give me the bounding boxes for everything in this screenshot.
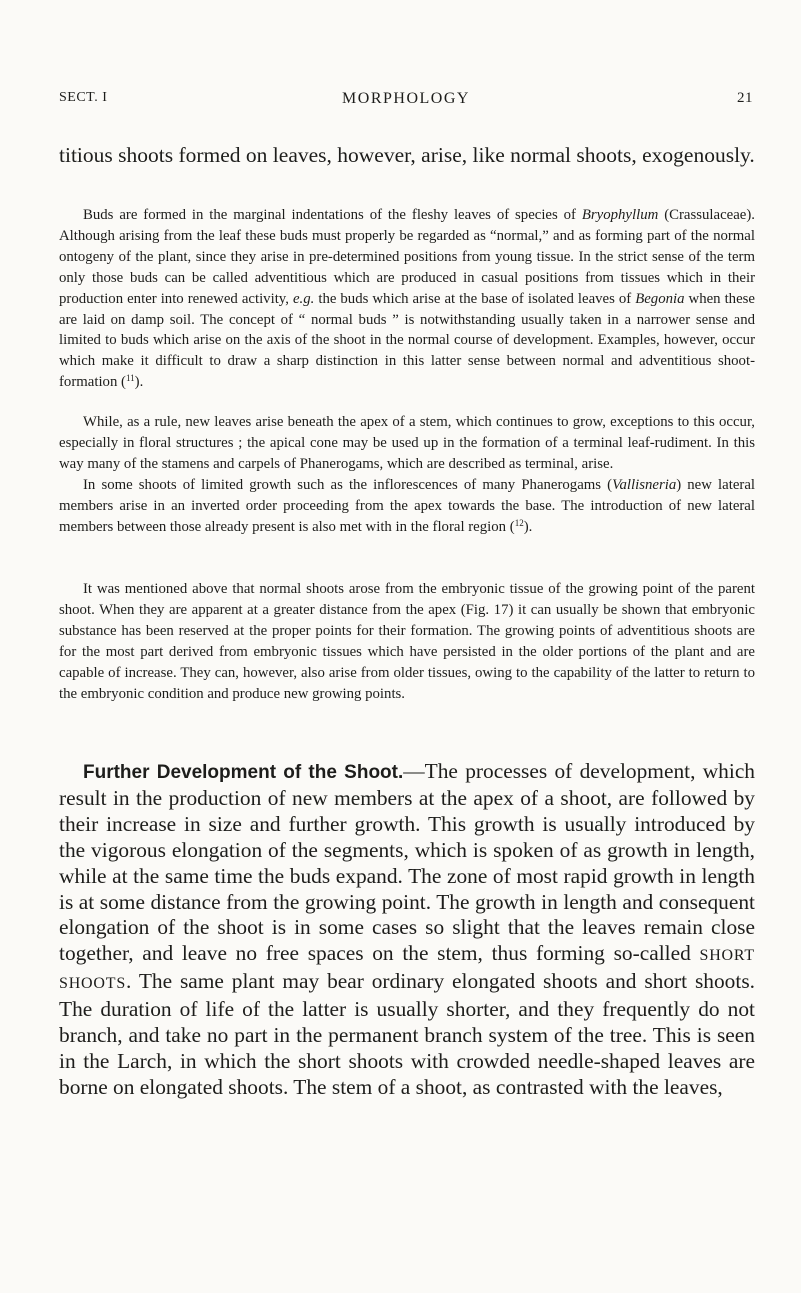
small-paragraph-1: Buds are formed in the marginal indentations of the fleshy leaves of species of Bryophyllum (Crassulaceae). Although arising from the leaf these buds must properly be regarded as “normal,” and as forming part of the normal ontogeny of the plant, since they arise in pre-determined positions from young tissue. In the strict sense of the term only those buds can be called adventitious which are produced in casual positions from tissues which in their production enter into renewed activity, e.g. the buds which arise at the base of isolated leaves of Begonia when these are laid on damp soil. The concept of “ normal buds ” is notwithstanding usually taken in a narrower sense and limited to buds which arise on the axis of the shoot in the normal course of development. Examples, however, occur which make it difficult to draw a sharp distinction in this latter sense between normal and adventitious shoot-formation ($^{11}$). bbox=[59, 207, 755, 391]
small-paragraph-3: In some shoots of limited growth such as the inflorescences of many Phanerogams (Vallisneria) new lateral members arise in an inverted order proceeding from the apex towards the base. The introduction of new lateral members between those already present is also met with in the floral region ($^{12}$). bbox=[59, 477, 755, 535]
lead-paragraph: titious shoots formed on leaves, however, arise, like normal shoots, exogenously. bbox=[59, 143, 755, 167]
genus-name: Vallisneria bbox=[612, 477, 677, 493]
section-heading: Further Development of the Shoot. bbox=[83, 762, 404, 783]
page-number: 21 bbox=[737, 90, 753, 106]
genus-name: Begonia bbox=[635, 290, 685, 307]
reference-number: 11 bbox=[125, 373, 135, 384]
reference-number: 12 bbox=[514, 517, 524, 528]
main-paragraph: Further Development of the Shoot.—The processes of development, which result in the production of new members at the apex of a shoot, are followed by their increase in size and further growth. This growth is usually introduced by the vigorous elongation of the segments, which is spoken of as growth in length, while at the same time the buds expand. The zone of most rapid growth in length is at some distance from the growing point. The growth in length and consequent elongation of the shoot is in some cases so slight that the leaves remain close together, and leave no free spaces on the stem, thus forming so-called SHORT SHOOTS. The same plant may bear ordinary elongated shoots and short shoots. The duration of life of the latter is usually shorter, and they frequently do not branch, and take no part in the permanent branch system of the tree. This is seen in the Larch, in which the short shoots with crowded needle-shaped leaves are borne on elongated shoots. The stem of a shoot, as contrasted with the leaves, bbox=[59, 759, 756, 1099]
genus-name: Bryophyllum bbox=[581, 207, 659, 223]
running-head bbox=[59, 90, 753, 112]
chapter-title: MORPHOLOGY bbox=[342, 90, 470, 107]
small-paragraph-4: It was mentioned above that normal shoots arose from the embryonic tissue of the growing point of the parent shoot. When they are apparent at a greater distance from the apex (Fig. 17) it can usually be shown that embryonic substance has been reserved at the proper points for their formation. The growing points of adventitious shoots are for the most part derived from embryonic tissues which have persisted in the older portions of the plant and are capable of increase. They can, however, also arise from older tissues, owing to the capability of the latter to return to the embryonic condition and produce new growing points. bbox=[59, 581, 755, 702]
small-paragraph-2: While, as a rule, new leaves arise beneath the apex of a stem, which continues to grow, exceptions to this occur, especially in floral structures ; the apical cone may be used up in the formation of a terminal leaf-rudiment. In this way many of the stamens and carpels of Phanerogams, which are described as terminal, arise. bbox=[59, 414, 755, 472]
term-short-shoots: SHORT SHOOTS bbox=[59, 947, 755, 993]
section-label: SECT. I bbox=[59, 90, 108, 105]
